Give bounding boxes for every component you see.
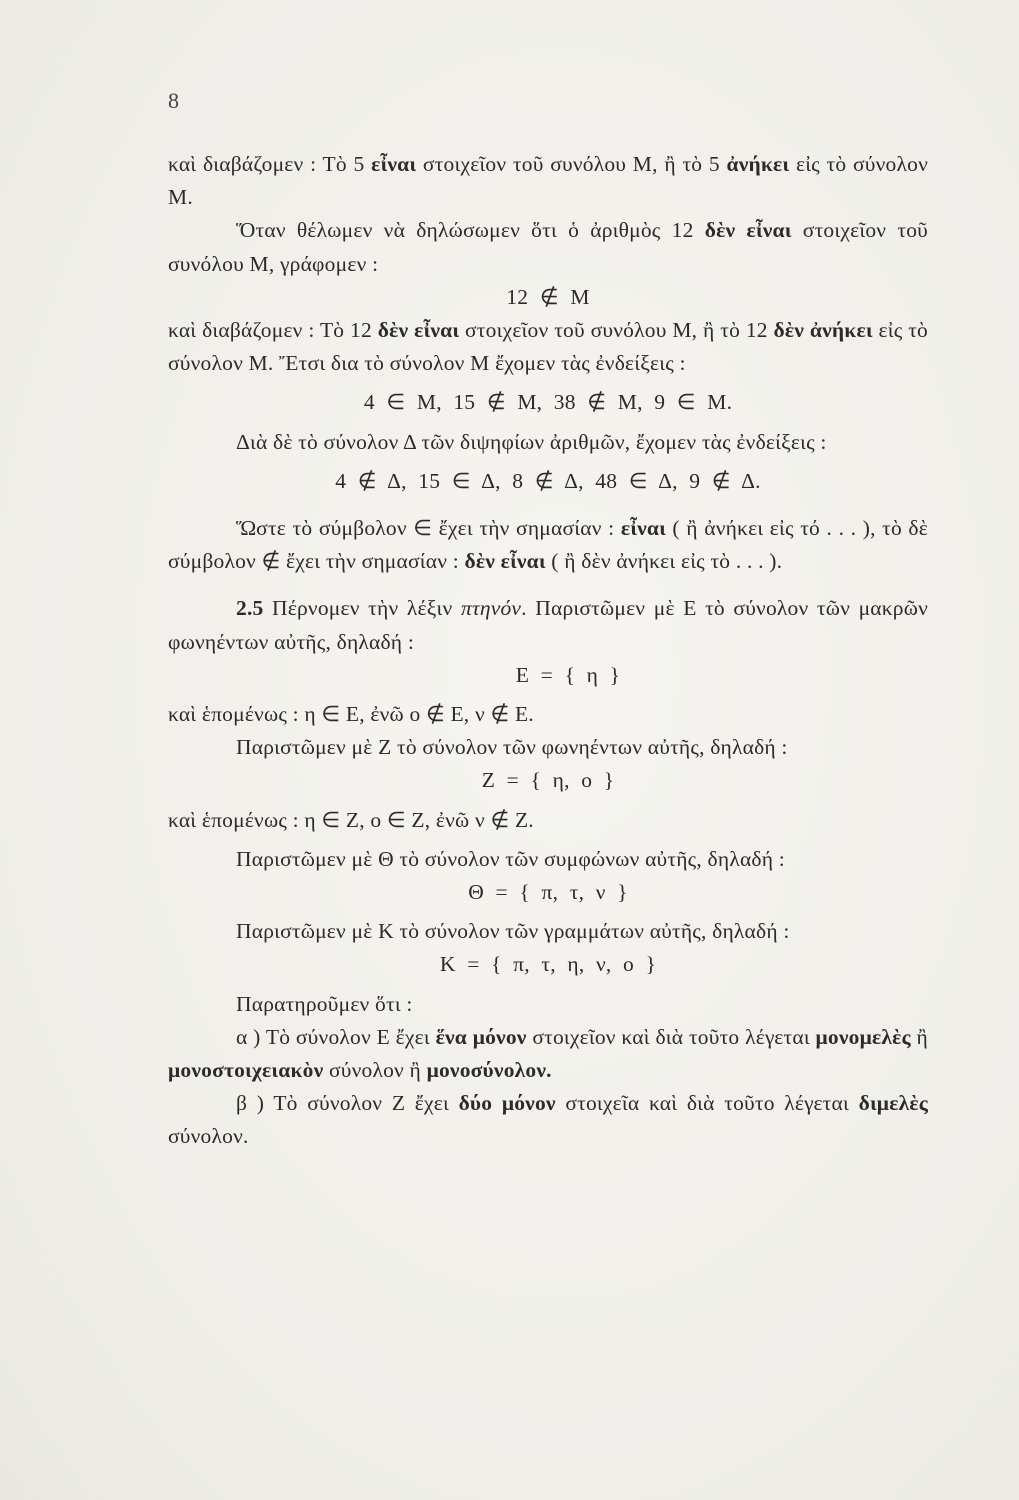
bold-term-is-not: δὲν εἶναι — [464, 549, 546, 574]
paragraph-e-consequences: καὶ ἑπομένως : η ∈ Ε, ἐνῶ ο ∉ Ε, ν ∉ Ε. — [168, 702, 534, 727]
bold-term-belongs: ἀνήκει — [726, 152, 790, 176]
page-number: 8 — [168, 88, 179, 113]
equation-set-z: Ζ = { η, ο } — [481, 768, 615, 793]
paragraph-two-digit-set: Διὰ δὲ τὸ σύνολον Δ τῶν διψηφίων ἀριθμῶν, ἔχομεν τὰς ἐνδείξεις : — [236, 429, 827, 454]
bold-term-only-one: ἕνα μόνον — [435, 1024, 527, 1049]
bold-term-monosynolon: μονοσύνολον. — [426, 1058, 552, 1083]
bold-term-dimeles: διμελὲς — [858, 1091, 928, 1116]
bold-term-is-not: δὲν εἶναι — [377, 318, 460, 343]
bold-term-is: εἶναι — [371, 152, 417, 176]
paragraph-z-consequences: καὶ ἑπομένως : η ∈ Ζ, ο ∈ Ζ, ἐνῶ ν ∉ Ζ. — [168, 807, 534, 832]
bold-term-only-two: δύο μόνον — [458, 1091, 556, 1116]
section-number: 2.5 — [236, 596, 264, 621]
equation-set-theta: Θ = { π, τ, ν } — [468, 880, 628, 905]
paragraph-point-a: α ) Τὸ σύνολον Ε ἔχει ἕνα μόνον στοιχεῖον καὶ διὰ τοῦτο λέγεται μονομελὲς ἢ μονοστοιχειακὸν σύνολον ἢ μονοσύνολον. — [168, 1024, 928, 1083]
bold-term-monostoicheiakon: μονοστοιχειακὸν — [168, 1058, 324, 1083]
bold-term-monomeles: μονομελὲς — [815, 1024, 911, 1049]
bold-term-is-not: δὲν εἶναι — [704, 218, 792, 243]
paragraph-reading-not-element: καὶ διαβάζομεν : Τὸ 12 δὲν εἶναι στοιχεῖον τοῦ συνόλου Μ, ἢ τὸ 12 δὲν ἀνήκει εἰς τὸ σύνολον Μ. Ἔτσι δια τὸ σύνολον Μ ἔχομεν τὰς ἐνδείξεις : — [168, 318, 929, 376]
equation-m-memberships: 4 ∈ Μ, 15 ∉ Μ, 38 ∉ Μ, 9 ∈ Μ. — [363, 390, 733, 415]
paragraph-not-element: Ὅταν θέλωμεν νὰ δηλώσωμεν ὅτι ὁ ἀριθμὸς 12 δὲν εἶναι στοιχεῖον τοῦ συνόλου Μ, γράφομεν : — [168, 218, 928, 276]
paragraph-set-theta: Παριστῶμεν μὲ Θ τὸ σύνολον τῶν συμφώνων αὐτῆς, δηλαδή : — [236, 846, 785, 871]
paragraph-observe: Παρατηροῦμεν ὅτι : — [236, 991, 413, 1016]
paragraph-reading-element: καὶ διαβάζομεν : Τὸ 5 εἶναι στοιχεῖον τοῦ συνόλου Μ, ἢ τὸ 5 ἀνήκει εἰς τὸ σύνολον Μ. — [168, 152, 928, 210]
paragraph-set-k: Παριστῶμεν μὲ Κ τὸ σύνολον τῶν γραμμάτων αὐτῆς, δηλαδή : — [236, 919, 790, 944]
equation-12-not-in-m: 12 ∉ Μ — [506, 284, 590, 309]
italic-word: πτηνόν — [460, 596, 522, 621]
bold-term-does-not-belong: δὲν ἀνήκει — [773, 318, 873, 343]
paragraph-set-z: Παριστῶμεν μὲ Ζ τὸ σύνολον τῶν φωνηέντων αὐτῆς, δηλαδή : — [236, 735, 788, 760]
section-2-5-intro: 2.5 Πέρνομεν τὴν λέξιν πτηνόν. Παριστῶμεν μὲ Ε τὸ σύνολον τῶν μακρῶν φωνηέντων αὐτῆς, δηλαδή : — [168, 596, 928, 654]
paragraph-symbol-meaning: Ὥστε τὸ σύμβολον ∈ ἔχει τὴν σημασίαν : εἶναι ( ἢ ἀνήκει εἰς τό . . . ), τὸ δὲ σύμβολον ∉ ἔχει τὴν σημασίαν : δὲν εἶναι ( ἢ δὲν ἀνήκει εἰς τὸ . . . ). — [168, 516, 928, 574]
equation-set-e: Ε = { η } — [515, 662, 621, 687]
paragraph-point-b: β ) Τὸ σύνολον Ζ ἔχει δύο μόνον στοιχεῖα καὶ διὰ τοῦτο λέγεται διμελὲς σύνολον. — [168, 1091, 928, 1149]
bold-term-is: εἶναι — [620, 516, 666, 541]
equation-delta-memberships: 4 ∉ Δ, 15 ∈ Δ, 8 ∉ Δ, 48 ∈ Δ, 9 ∉ Δ. — [335, 468, 761, 493]
equation-set-k: Κ = { π, τ, η, ν, ο } — [439, 952, 657, 977]
page-body — [168, 148, 928, 1154]
